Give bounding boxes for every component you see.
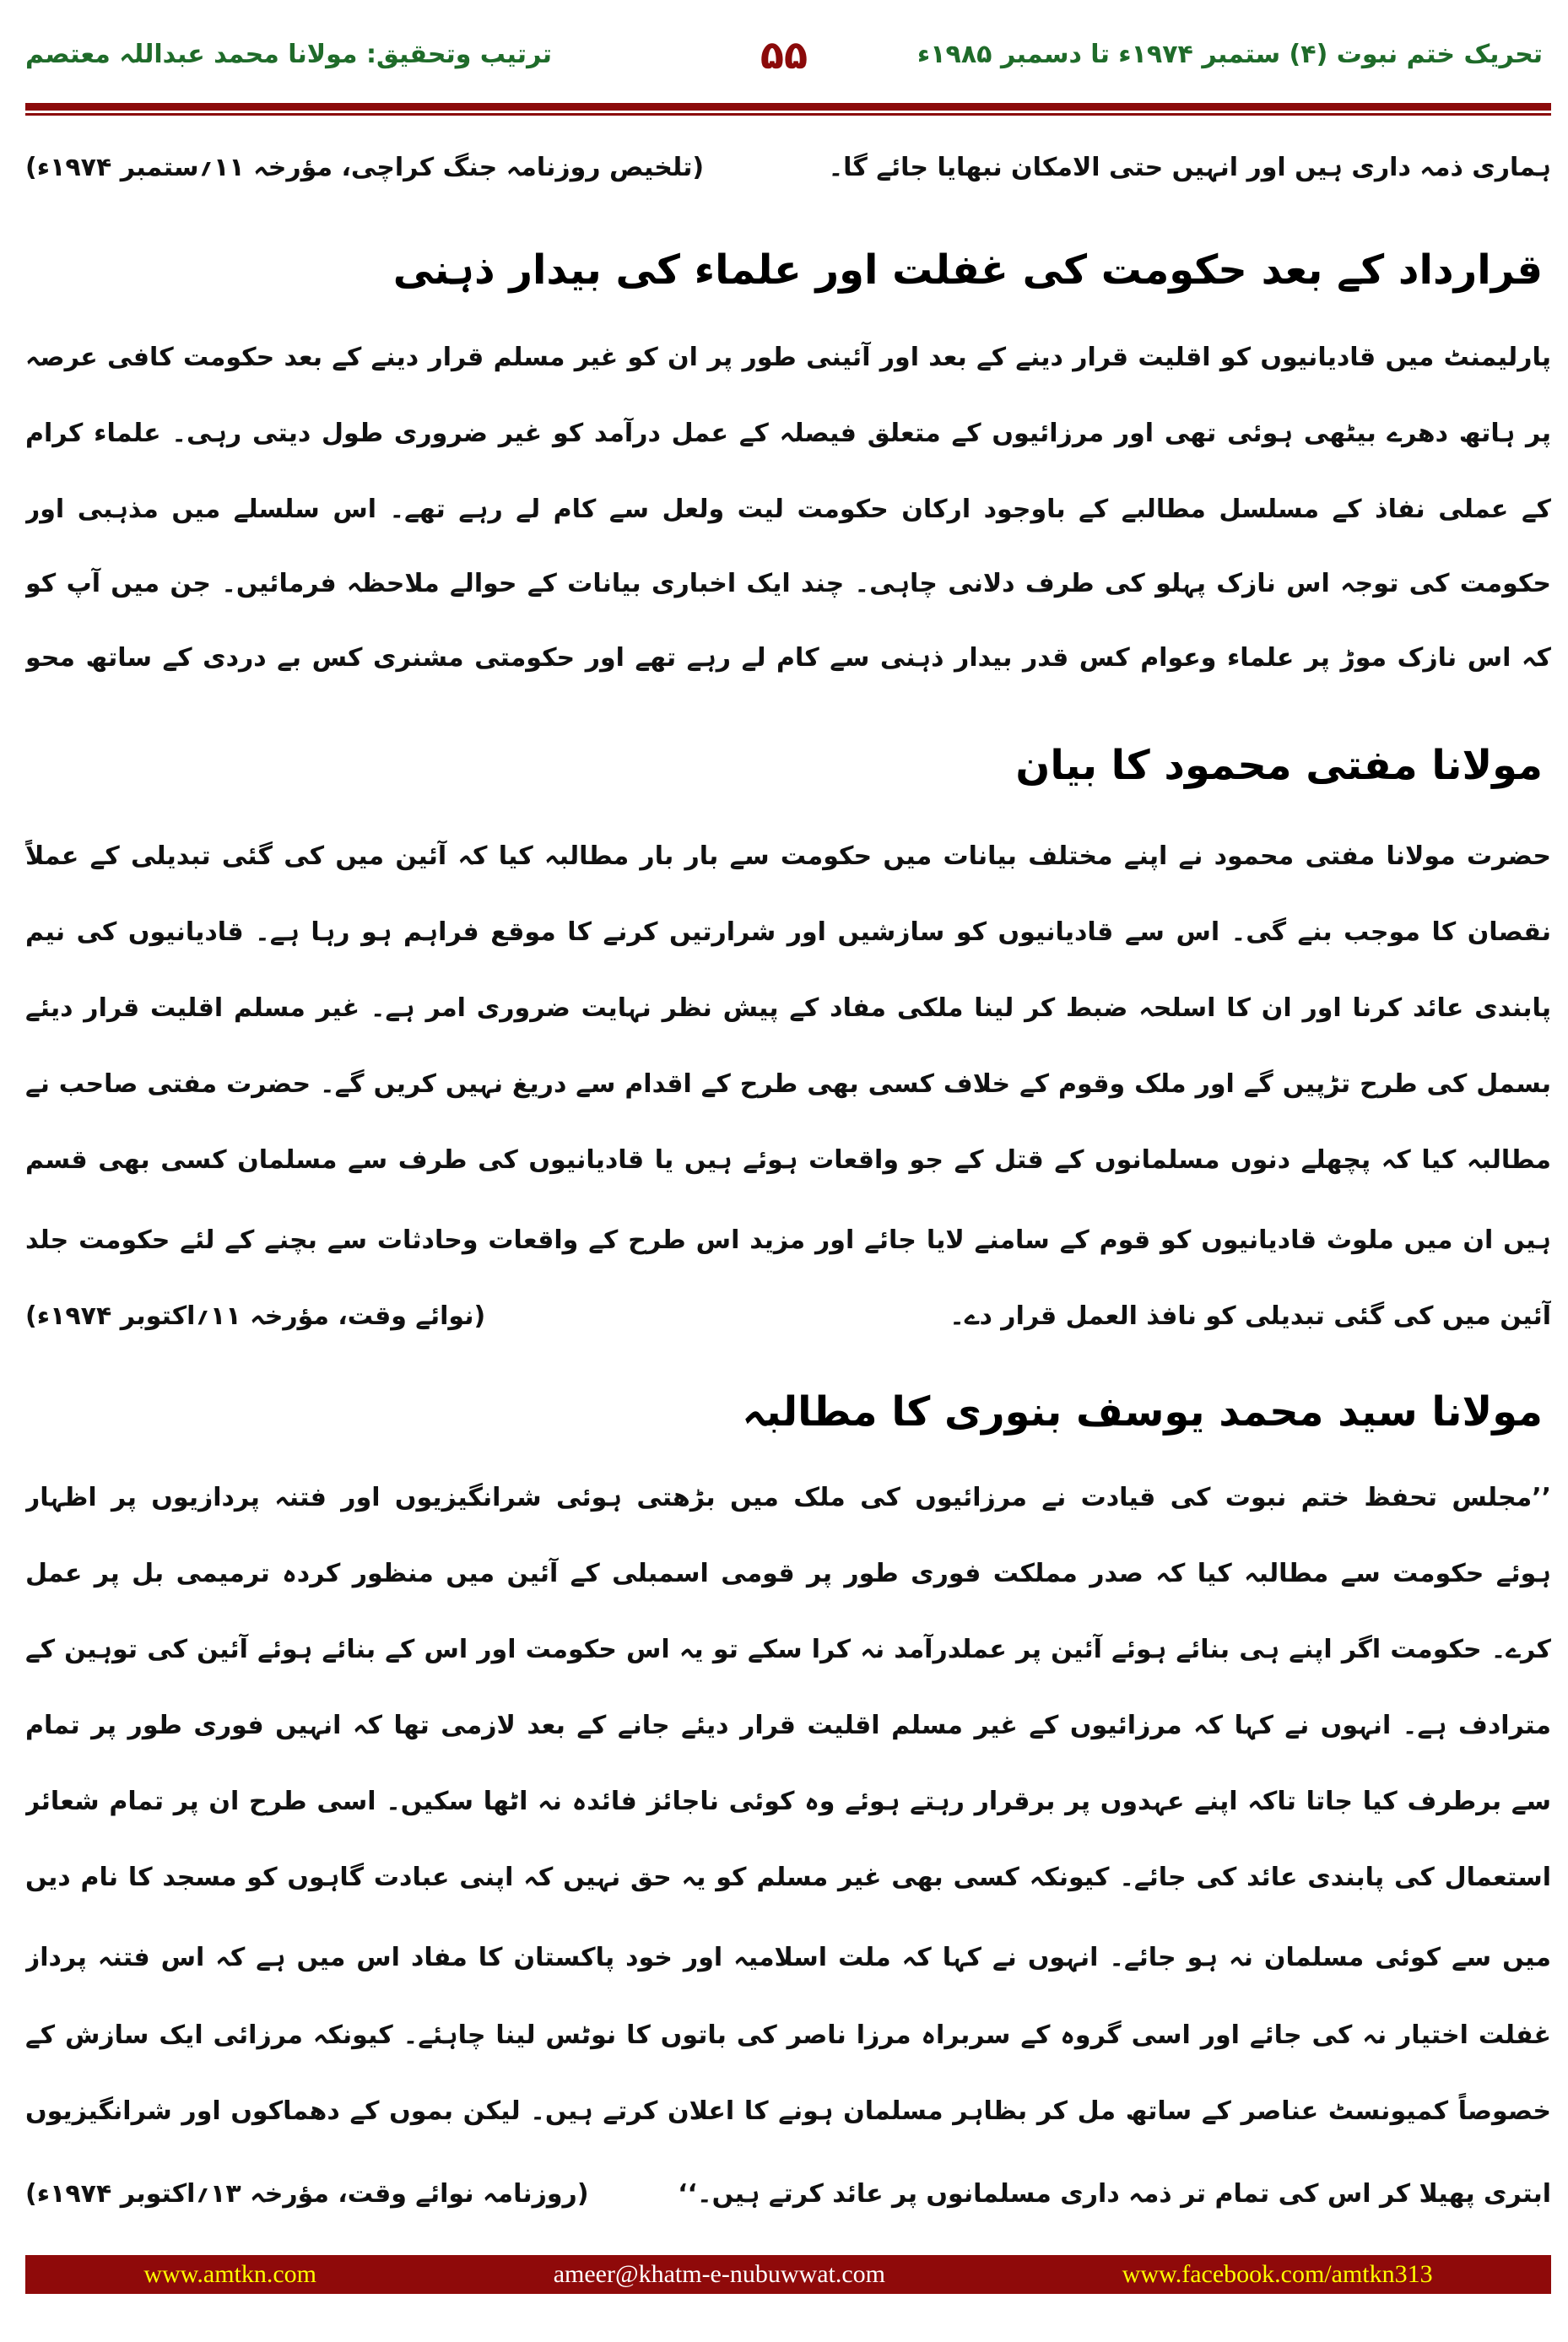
facebook-link[interactable]: www.facebook.com/amtkn313 — [1122, 2260, 1433, 2288]
header-rule-thin — [25, 113, 1551, 116]
paragraph-last-line — [25, 1283, 1551, 1350]
paragraph-line: حضرت مولانا مفتی محمود نے اپنے مختلف بیانات میں حکومت سے بار بار مطالبہ کیا کہ آئین میں کی گئی تبدیلی کے عملاً — [25, 841, 1551, 871]
paragraph-line: خصوصاً کمیونسٹ عناصر کے ساتھ مل کر بظاہر مسلمان ہونے کا اعلان کرتے ہیں۔ لیکن بموں کے دھماکوں اور شرانگیزیوں — [25, 2096, 1551, 2126]
website-link[interactable]: www.amtkn.com — [143, 2260, 317, 2288]
paragraph-line: کرے۔ حکومت اگر اپنے ہی بنائے ہوئے آئین پر عملدرآمد نہ کرا سکے تو یہ اس حکومت اور اس کے بنائے ہوئے آئین کی توہین کے — [25, 1635, 1551, 1664]
paragraph-line: سے برطرف کیا جاتا تاکہ اپنے عہدوں پر برقرار رہتے ہوئے وہ کوئی ناجائز فائدہ نہ اٹھا سکیں۔ اسی طرح ان پر تمام شعائر — [25, 1787, 1551, 1816]
intro-source: (تلخیص روزنامہ جنگ کراچی، مؤرخہ ۱۱؍ستمبر ۱۹۷۴ء) — [25, 153, 705, 182]
page-number: ۵۵ — [760, 32, 808, 78]
paragraph-line: کہ اس نازک موڑ پر علماء وعوام کس قدر بیدار ذہنی سے کام لے رہے تھے اور حکومتی مشنری کس بے دردی کے ساتھ محو — [25, 643, 1551, 673]
paragraph-line: پارلیمنٹ میں قادیانیوں کو اقلیت قرار دینے کے بعد اور آئینی طور پر ان کو غیر مسلم قرار دینے کے بعد حکومت کافی عرصہ — [25, 343, 1551, 372]
paragraph-line: مطالبہ کیا کہ پچھلے دنوں مسلمانوں کے قتل کے جو واقعات ہوئے ہیں یا قادیانیوں کی طرف سے مسلمان کسی بھی قسم — [25, 1145, 1551, 1175]
paragraph-line: پر ہاتھ دھرے بیٹھی ہوئی تھی اور مرزائیوں کے متعلق فیصلہ کے عمل درآمد کو غیر ضروری طول دیتی رہی۔ علماء کرام — [25, 419, 1551, 448]
paragraph-line: کے عملی نفاذ کے مسلسل مطالبے کے باوجود ارکان حکومت لیت ولعل سے کام لے رہے تھے۔ اس سلسلے میں مذہبی اور — [25, 495, 1551, 524]
paragraph-line: ہیں ان میں ملوث قادیانیوں کو قوم کے سامنے لایا جائے اور مزید اس طرح کے واقعات وحادثات سے بچنے کے لئے حکومت جلد — [25, 1225, 1551, 1255]
book-title: تحریک ختم نبوت (۴) ستمبر ۱۹۷۴ء تا دسمبر ۱۹۸۵ء — [916, 40, 1543, 69]
paragraph-line: نقصان کا موجب بنے گی۔ اس سے قادیانیوں کو سازشیں اور شرارتیں کرنے کا موقع فراہم ہو رہا ہے۔ قادیانیوں کی نیم — [25, 917, 1551, 947]
paragraph-line: غفلت اختیار نہ کی جائے اور اسی گروہ کے سربراہ مرزا ناصر کی باتوں کا نوٹس لینا چاہئے۔ کیونکہ مرزائی ایک سازش کے — [25, 2020, 1551, 2050]
intro-text: ہماری ذمہ داری ہیں اور انہیں حتی الامکان نبھایا جائے گا۔ — [828, 153, 1551, 182]
paragraph-end: آئین میں کی گئی تبدیلی کو نافذ العمل قرار دے۔ — [949, 1301, 1551, 1331]
section3-heading: مولانا سید محمد یوسف بنوری کا مطالبہ — [742, 1388, 1543, 1436]
paragraph-line: بسمل کی طرح تڑپیں گے اور ملک وقوم کے خلاف کسی بھی طرح کے اقدام سے دریغ نہیں کریں گے۔ حضرت مفتی صاحب نے — [25, 1069, 1551, 1099]
section2-heading: مولانا مفتی محمود کا بیان — [1015, 742, 1543, 789]
header-rule-thick — [25, 103, 1551, 111]
email-link[interactable]: ameer@khatm-e-nubuwwat.com — [553, 2260, 885, 2288]
paragraph-line: استعمال کی پابندی عائد کی جائے۔ کیونکہ کسی بھی غیر مسلم کو یہ حق نہیں کہ اپنی عبادت گاہوں کو مسجد کا نام دیں — [25, 1863, 1551, 1892]
paragraph-end: ابتری پھیلا کر اس کی تمام تر ذمہ داری مسلمانوں پر عائد کرتے ہیں۔‘‘ — [678, 2179, 1551, 2209]
compiler-credit: ترتیب وتحقیق: مولانا محمد عبداللہ معتصم — [25, 40, 552, 69]
paragraph-line: ’’مجلس تحفظ ختم نبوت کی قیادت نے مرزائیوں کی ملک میں بڑھتی ہوئی شرانگیزیوں اور فتنہ پردازیوں پر اظہار — [25, 1483, 1551, 1512]
paragraph-line: ہوئے حکومت سے مطالبہ کیا کہ صدر مملکت فوری طور پر قومی اسمبلی کے آئین میں منظور کردہ ترمیمی بل پر عمل — [25, 1559, 1551, 1588]
paragraph-line: مترادف ہے۔ انہوں نے کہا کہ مرزائیوں کے غیر مسلم اقلیت قرار دیئے جانے کے بعد لازمی تھا کہ انہیں فوری طور پر تمام — [25, 1711, 1551, 1740]
paragraph-last-line — [25, 2161, 1551, 2228]
citation-source: (نوائے وقت، مؤرخہ ۱۱؍اکتوبر ۱۹۷۴ء) — [25, 1301, 486, 1331]
intro-line — [25, 134, 1551, 202]
citation-source: (روزنامہ نوائے وقت، مؤرخہ ۱۳؍اکتوبر ۱۹۷۴ء) — [25, 2179, 589, 2209]
section1-heading: قرارداد کے بعد حکومت کی غفلت اور علماء کی بیدار ذہنی — [392, 246, 1543, 294]
paragraph-line: پابندی عائد کرنا اور ان کا اسلحہ ضبط کر لینا ملکی مفاد کے پیش نظر نہایت ضروری امر ہے۔ غیر مسلم اقلیت قرار دیئے — [25, 993, 1551, 1023]
footer-bar — [25, 2255, 1551, 2294]
paragraph-line: حکومت کی توجہ اس نازک پہلو کی طرف دلانی چاہی۔ چند ایک اخباری بیانات کے حوالے ملاحظہ فرمائیں۔ جن میں آپ کو — [25, 569, 1551, 598]
paragraph-line: میں سے کوئی مسلمان نہ ہو جائے۔ انہوں نے کہا کہ ملت اسلامیہ اور خود پاکستان کا مفاد اس میں ہے کہ اس فتنہ پرداز — [25, 1943, 1551, 1972]
